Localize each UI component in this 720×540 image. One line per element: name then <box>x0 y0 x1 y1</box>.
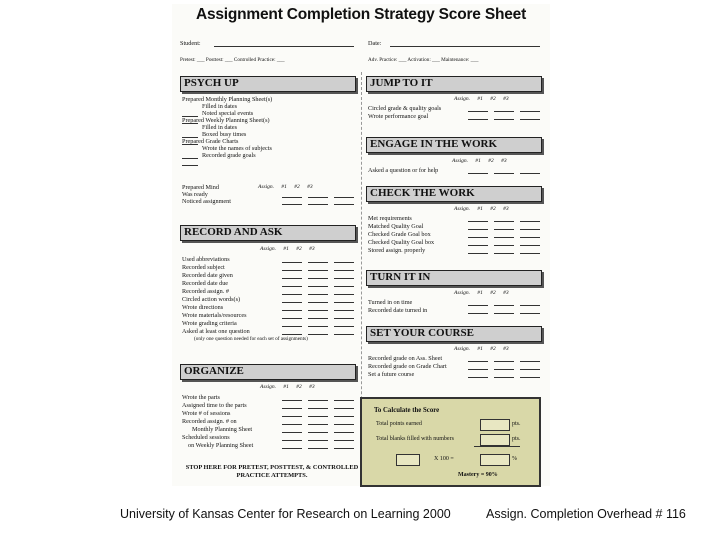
check-blank[interactable] <box>182 137 198 138</box>
calc-blanks-input[interactable] <box>480 434 510 446</box>
score-blank[interactable] <box>334 204 354 205</box>
calc-percent-input[interactable] <box>480 454 510 466</box>
score-blank[interactable] <box>468 369 488 370</box>
assign-cols: Assign. #1 #2 #3 <box>260 246 315 252</box>
score-blank[interactable] <box>282 310 302 311</box>
score-blank[interactable] <box>308 440 328 441</box>
score-blank[interactable] <box>334 448 354 449</box>
psych-item: Prepared Grade Charts <box>182 138 239 145</box>
score-blank[interactable] <box>334 432 354 433</box>
footer-credit: University of Kansas Center for Research on Learning 2000 <box>120 507 451 521</box>
psych-item: Prepared Mind <box>182 184 219 191</box>
set-course-header: SET YOUR COURSE <box>366 326 542 342</box>
score-blank[interactable] <box>520 119 540 120</box>
psych-item: Noted special events <box>202 110 254 117</box>
organize-item: Monthly Planning Sheet <box>192 426 253 433</box>
footer-overhead: Assign. Completion Overhead # 116 <box>486 507 686 521</box>
set-course-item: Set a future course <box>368 371 415 378</box>
score-blank[interactable] <box>520 253 540 254</box>
score-blank[interactable] <box>494 361 514 362</box>
score-blank[interactable] <box>468 173 488 174</box>
score-blank[interactable] <box>334 197 354 198</box>
calc-pts-label: pts. <box>512 421 521 427</box>
score-blank[interactable] <box>308 286 328 287</box>
score-blank[interactable] <box>520 245 540 246</box>
score-blank[interactable] <box>520 377 540 378</box>
score-blank[interactable] <box>520 229 540 230</box>
record-item: Used abbreviations <box>182 256 230 263</box>
record-item: Recorded date due <box>182 280 229 287</box>
score-blank[interactable] <box>282 408 302 409</box>
check-blank[interactable] <box>182 123 198 124</box>
score-blank[interactable] <box>334 408 354 409</box>
check-header: CHECK THE WORK <box>366 186 542 202</box>
assign-cols: Assign. #1 #2 #3 <box>454 206 509 212</box>
assign-cols: Assign. #1 #2 #3 <box>260 384 315 390</box>
engage-item: Asked a question or for help <box>368 167 439 174</box>
score-blank[interactable] <box>308 310 328 311</box>
organize-item: Recorded assign. # on <box>182 418 237 425</box>
calc-title: To Calculate the Score <box>374 407 440 414</box>
psych-item: Wrote the names of subjects <box>202 145 272 152</box>
score-blank[interactable] <box>334 416 354 417</box>
psych-item: Prepared Weekly Planning Sheet(s) <box>182 117 270 124</box>
calc-total-points: Total points earned <box>376 421 422 427</box>
score-blank[interactable] <box>334 302 354 303</box>
record-item: Wrote materials/resources <box>182 312 247 319</box>
score-blank[interactable] <box>282 400 302 401</box>
score-blank[interactable] <box>282 432 302 433</box>
score-blank[interactable] <box>494 369 514 370</box>
score-blank[interactable] <box>282 278 302 279</box>
score-blank[interactable] <box>520 111 540 112</box>
score-blank[interactable] <box>308 278 328 279</box>
record-item: Circled action words(s) <box>182 296 241 303</box>
calc-times: X 100 = <box>434 456 454 462</box>
psych-item: Was ready <box>182 191 208 198</box>
record-item: Recorded subject <box>182 264 225 271</box>
score-blank[interactable] <box>282 448 302 449</box>
score-blank[interactable] <box>282 302 302 303</box>
assign-cols: Assign. #1 #2 #3 <box>454 96 509 102</box>
score-blank[interactable] <box>308 326 328 327</box>
score-blank[interactable] <box>334 294 354 295</box>
turn-in-header: TURN IT IN <box>366 270 542 286</box>
score-blank[interactable] <box>494 173 514 174</box>
score-blank[interactable] <box>282 286 302 287</box>
score-blank[interactable] <box>334 318 354 319</box>
stop-note: STOP HERE FOR PRETEST, POSTTEST, & CONTROLLED PRACTICE ATTEMPTS. <box>185 464 359 479</box>
score-blank[interactable] <box>308 416 328 417</box>
record-note: (only one question needed for each set of assignments) <box>194 336 308 342</box>
sheet-title: Assignment Completion Strategy Score Sheet <box>195 6 527 23</box>
score-blank[interactable] <box>282 204 302 205</box>
score-blank[interactable] <box>308 432 328 433</box>
score-blank[interactable] <box>520 313 540 314</box>
score-blank[interactable] <box>282 197 302 198</box>
score-blank[interactable] <box>282 318 302 319</box>
check-blank[interactable] <box>182 165 198 166</box>
score-blank[interactable] <box>308 204 328 205</box>
organize-item: on Weekly Planning Sheet <box>188 442 254 449</box>
score-blank[interactable] <box>308 197 328 198</box>
calc-mastery: Mastery = 90% <box>458 472 498 478</box>
score-blank[interactable] <box>308 270 328 271</box>
score-blank[interactable] <box>282 424 302 425</box>
jump-item: Circled grade & quality goals <box>368 105 442 112</box>
record-ask-header: RECORD AND ASK <box>180 225 356 241</box>
psych-item: Filled in dates <box>202 124 238 131</box>
psych-item: Recorded grade goals <box>202 152 256 159</box>
record-item: Recorded assign. # <box>182 288 229 295</box>
organize-header: ORGANIZE <box>180 364 356 380</box>
psych-item: Noticed assignment <box>182 198 231 205</box>
score-blank[interactable] <box>520 221 540 222</box>
jump-item: Wrote performance goal <box>368 113 429 120</box>
score-blank[interactable] <box>494 305 514 306</box>
set-course-item: Recorded grade on Ass. Sheet <box>368 355 443 362</box>
record-item: Wrote grading criteria <box>182 320 237 327</box>
calc-points-input[interactable] <box>480 419 510 431</box>
score-blank[interactable] <box>334 334 354 335</box>
turn-in-item: Turned in on time <box>368 299 413 306</box>
check-item: Stored assign. properly <box>368 247 426 254</box>
score-blank[interactable] <box>494 245 514 246</box>
score-blank[interactable] <box>520 173 540 174</box>
record-item: Wrote directions <box>182 304 224 311</box>
score-blank[interactable] <box>334 286 354 287</box>
check-blank[interactable] <box>182 144 198 145</box>
score-blank[interactable] <box>494 229 514 230</box>
psych-item: Filled in dates <box>202 103 238 110</box>
score-blank[interactable] <box>334 440 354 441</box>
score-blank[interactable] <box>282 334 302 335</box>
calc-fraction-line <box>474 446 520 447</box>
score-blank[interactable] <box>468 237 488 238</box>
check-blank[interactable] <box>182 116 198 117</box>
score-blank[interactable] <box>468 111 488 112</box>
score-blank[interactable] <box>468 229 488 230</box>
engage-header: ENGAGE IN THE WORK <box>366 137 542 153</box>
date-label: Date: <box>368 40 382 47</box>
check-item: Met requirements <box>368 215 412 222</box>
calc-ratio-input[interactable] <box>396 454 420 466</box>
organize-item: Wrote # of sessions <box>182 410 231 417</box>
organize-item: Scheduled sessions <box>182 434 230 441</box>
calc-pts2-label: pts. <box>512 436 521 442</box>
score-sheet <box>172 4 550 486</box>
score-blank[interactable] <box>468 361 488 362</box>
score-blank[interactable] <box>308 408 328 409</box>
score-blank[interactable] <box>520 361 540 362</box>
score-blank[interactable] <box>334 270 354 271</box>
score-blank[interactable] <box>308 448 328 449</box>
psych-up-header: PSYCH UP <box>180 76 356 92</box>
score-blank[interactable] <box>308 334 328 335</box>
score-blank[interactable] <box>308 424 328 425</box>
score-blank[interactable] <box>494 119 514 120</box>
score-blank[interactable] <box>494 237 514 238</box>
assign-cols: Assign. #1 #2 #3 <box>454 290 509 296</box>
score-blank[interactable] <box>282 416 302 417</box>
score-blank[interactable] <box>334 278 354 279</box>
score-blank[interactable] <box>282 326 302 327</box>
score-blank[interactable] <box>308 302 328 303</box>
organize-item: Assigned time to the parts <box>182 402 247 409</box>
score-blank[interactable] <box>468 119 488 120</box>
assign-cols: Assign. #1 #2 #3 <box>454 346 509 352</box>
score-blank[interactable] <box>282 440 302 441</box>
score-blank[interactable] <box>282 262 302 263</box>
student-label: Student: <box>180 40 201 47</box>
jump-header: JUMP TO IT <box>366 76 542 92</box>
date-line <box>390 46 540 47</box>
score-blank[interactable] <box>494 221 514 222</box>
psych-item: Prepared Monthly Planning Sheet(s) <box>182 96 273 103</box>
tests-left: Pretest: ___ Posttest: ___ Controlled Practice: ___ <box>180 57 285 63</box>
assign-cols: Assign. #1 #2 #3 <box>258 184 313 190</box>
check-item: Checked Quality Goal box <box>368 239 435 246</box>
score-blank[interactable] <box>520 369 540 370</box>
psych-item: Boxed busy times <box>202 131 247 138</box>
score-blank[interactable] <box>494 111 514 112</box>
score-blank[interactable] <box>494 313 514 314</box>
check-item: Checked Grade Goal box <box>368 231 431 238</box>
score-blank[interactable] <box>282 294 302 295</box>
score-blank[interactable] <box>334 262 354 263</box>
score-blank[interactable] <box>308 294 328 295</box>
calc-percent-label: % <box>512 456 517 462</box>
score-blank[interactable] <box>468 313 488 314</box>
score-blank[interactable] <box>334 326 354 327</box>
record-item: Asked at least one question <box>182 328 250 335</box>
score-blank[interactable] <box>334 400 354 401</box>
score-blank[interactable] <box>520 305 540 306</box>
tests-right: Adv. Practice: ___ Activation: ___ Maintenance: ___ <box>368 57 479 63</box>
turn-in-item: Recorded date turned in <box>368 307 428 314</box>
score-blank[interactable] <box>308 262 328 263</box>
set-course-item: Recorded grade on Grade Chart <box>368 363 447 370</box>
score-blank[interactable] <box>494 377 514 378</box>
score-blank[interactable] <box>334 310 354 311</box>
record-item: Recorded date given <box>182 272 233 279</box>
score-blank[interactable] <box>494 253 514 254</box>
check-blank[interactable] <box>182 158 198 159</box>
score-blank[interactable] <box>468 253 488 254</box>
assign-cols: Assign. #1 #2 #3 <box>452 158 507 164</box>
student-line <box>214 46 354 47</box>
calc-box <box>360 397 541 487</box>
score-blank[interactable] <box>334 424 354 425</box>
score-blank[interactable] <box>468 377 488 378</box>
organize-item: Wrote the parts <box>182 394 220 401</box>
score-blank[interactable] <box>520 237 540 238</box>
score-blank[interactable] <box>468 221 488 222</box>
check-item: Matched Quality Goal <box>368 223 424 230</box>
score-blank[interactable] <box>282 270 302 271</box>
score-blank[interactable] <box>308 400 328 401</box>
calc-total-blanks: Total blanks filled with numbers <box>376 436 454 442</box>
score-blank[interactable] <box>308 318 328 319</box>
score-blank[interactable] <box>468 245 488 246</box>
score-blank[interactable] <box>468 305 488 306</box>
